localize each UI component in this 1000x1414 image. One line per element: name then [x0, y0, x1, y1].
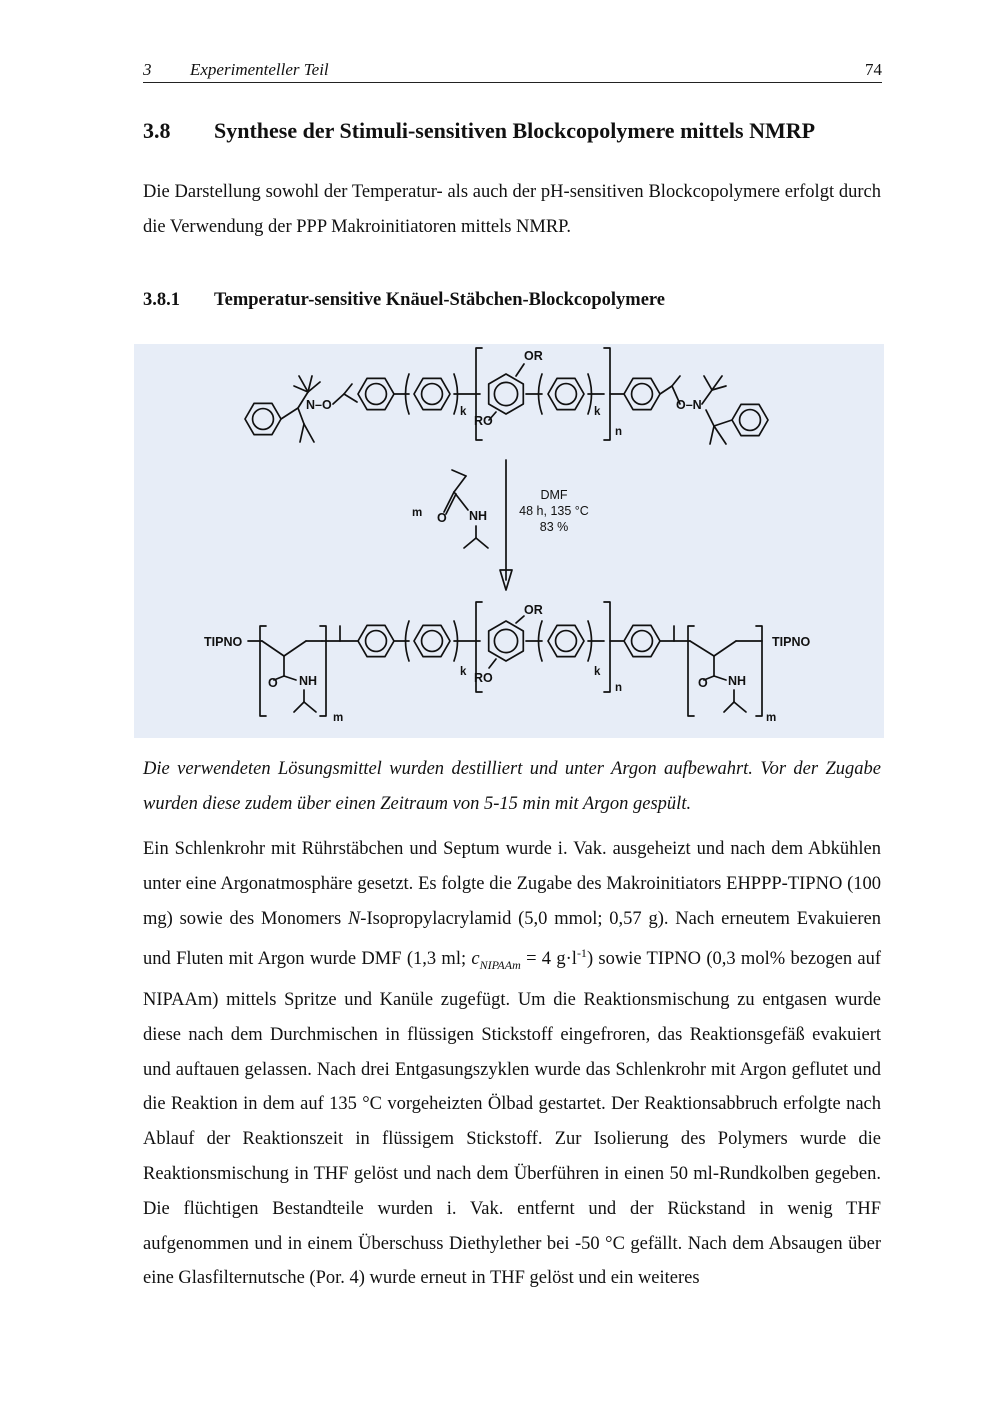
solvent-note: Die verwendeten Lösungsmittel wurden destilliert und unter Argon aufbewahrt. Vor der Zugabe wurden diese zudem über einen Zeitraum von 5-15 min mit Argon gespült.	[143, 759, 881, 814]
bond-line	[714, 426, 726, 444]
condition-yield: 83 %	[539, 520, 569, 534]
bond-line	[660, 386, 672, 394]
bond-line	[454, 492, 468, 510]
concentration-subscript: NIPAAm	[479, 958, 521, 973]
open-bracket	[260, 626, 266, 716]
bond-line	[452, 470, 466, 476]
bond-line	[294, 702, 304, 712]
bond-line	[489, 659, 496, 668]
aromatic-circle	[366, 384, 387, 405]
subsection-number: 3.8.1	[143, 290, 180, 310]
bond-line	[710, 426, 714, 444]
product-nh-right: NH	[728, 674, 747, 688]
header-chapter-title: Experimenteller Teil	[190, 60, 329, 79]
reaction-scheme-drawing	[134, 344, 884, 738]
monomer-nh-label: NH	[469, 509, 488, 523]
bond-line	[300, 424, 304, 442]
close-bracket	[604, 602, 610, 692]
section-heading	[143, 118, 815, 144]
bond-line	[344, 394, 357, 402]
or-label-top: OR	[524, 349, 543, 363]
condition-solvent: DMF	[540, 488, 568, 502]
aromatic-circle	[366, 631, 387, 652]
o-n-label-right: O–N	[676, 398, 702, 412]
bond-line	[724, 702, 734, 712]
tipno-label-left: TIPNO	[204, 635, 243, 649]
bond-line	[704, 376, 712, 390]
close-bracket	[756, 626, 762, 716]
procedure-text-2: -Isopropylacrylamid (5,0 mmol; 0,57 g). Nach erneutem Evakuieren und Fluten mit Argon wurde DMF (1,3 ml;	[143, 908, 881, 970]
bond-line	[734, 702, 746, 712]
aromatic-circle	[632, 631, 653, 652]
k-label-bottom-1: k	[460, 666, 467, 678]
bond-line	[333, 394, 344, 404]
bond-line	[281, 408, 298, 419]
subsection-heading	[143, 290, 665, 311]
or-label-bottom: OR	[524, 603, 543, 617]
bond-line	[454, 476, 466, 492]
ro-label-bottom: RO	[474, 671, 493, 685]
concentration-symbol: c	[471, 949, 480, 970]
aromatic-circle	[740, 410, 761, 431]
bond-line	[284, 641, 306, 656]
bond-line	[298, 408, 304, 424]
bond-line	[464, 538, 476, 548]
condition-time-temperature: 48 h, 135 °C	[519, 504, 589, 518]
bond-line	[476, 538, 488, 548]
aromatic-circle	[632, 384, 653, 405]
bond-line	[706, 410, 714, 426]
running-header	[143, 58, 882, 83]
tipno-label-right: TIPNO	[772, 635, 811, 649]
open-bracket	[688, 626, 694, 716]
aromatic-circle	[253, 409, 274, 430]
n-label-top: n	[615, 426, 623, 438]
bond-line	[714, 641, 736, 656]
product-oxygen-left: O	[268, 676, 278, 690]
procedure-text-1: Ein Schlenkrohr mit Rührstäbchen und Septum wurde i. Vak. ausgeheizt und nach dem Abkühlen unter eine Argonatmosphäre gesetzt. Es folgte die Zugabe des Makroinitiators EHPPP-TIPNO (100 mg) sowie des Monomers	[143, 839, 881, 929]
subsection-title: Temperatur-sensitive Knäuel-Stäbchen-Blockcopolymere	[214, 290, 665, 310]
bond-line	[344, 384, 352, 394]
concentration-exponent: -1	[576, 946, 587, 961]
bond-line	[304, 424, 314, 442]
header-chapter-number: 3	[143, 60, 152, 79]
procedure-italic-n: N	[347, 908, 361, 929]
procedure-text-3: ) sowie TIPNO (0,3 mol% bezogen auf NIPAAm) mittels Spritze und Kanüle zugefügt. Um die Reaktionsmischung zu entgasen wurde diese nach dem Durchmischen in flüssigen Stickstoff eingefroren, das Reaktionsgefäß evakuiert und auftauen gelassen. Nach drei Entgasungszyklen wurde das Schlenkrohr mit Argon geflutet und die Reaktion in dem auf 135 °C vorgeheizten Ölbad gestartet. Der Reaktionsabbruch erfolgte nach Ablauf der Reaktionszeit in flüssigem Stickstoff. Zur Isolierung des Polymers wurde die Reaktionsmischung in THF gelöst und nach dem Überführen in einen 50 ml-Rundkolben gegeben. Die flüchtigen Bestandteile wurden i. Vak. entfernt und der Rückstand in wenig THF aufgenommen und in einem Überschuss Diethylether bei -50 °C gefällt. Nach dem Absaugen über eine Glasfilternutsche (Por. 4) wurde erneut in THF gelöst und ein weiteres	[143, 949, 882, 1289]
n-o-label-left: N–O	[306, 398, 332, 412]
concentration-value: = 4 g·l	[520, 949, 577, 970]
close-bracket	[320, 626, 326, 716]
bond-line	[672, 376, 680, 386]
close-bracket	[604, 348, 610, 440]
aromatic-circle	[494, 629, 517, 652]
aromatic-circle	[422, 384, 443, 405]
product-oxygen-right: O	[698, 676, 708, 690]
aromatic-circle	[494, 382, 517, 405]
page-number: 74	[865, 60, 882, 79]
bond-line	[284, 676, 296, 680]
m-label-monomer: m	[412, 507, 423, 519]
procedure-paragraph	[143, 832, 881, 1296]
section-number: 3.8	[143, 118, 171, 143]
section-title: Synthese der Stimuli-sensitiven Blockcopolymere mittels NMRP	[214, 118, 816, 143]
aromatic-circle	[422, 631, 443, 652]
bond-line	[714, 420, 732, 426]
bond-line	[516, 616, 524, 623]
bond-line	[304, 702, 316, 712]
bond-line	[714, 676, 726, 680]
k-label-bottom-2: k	[594, 666, 601, 678]
ro-label-top: RO	[474, 414, 493, 428]
product-nh-left: NH	[299, 674, 318, 688]
n-label-bottom: n	[615, 682, 623, 694]
reaction-scheme	[134, 344, 884, 738]
m-label-left: m	[333, 712, 344, 724]
aromatic-circle	[556, 631, 577, 652]
k-label-top-1: k	[460, 406, 467, 418]
m-label-right: m	[766, 712, 777, 724]
aromatic-circle	[556, 384, 577, 405]
monomer-oxygen-label: O	[437, 511, 447, 525]
intro-paragraph: Die Darstellung sowohl der Temperatur- als auch der pH-sensitiven Blockcopolymere erfolgt durch die Verwendung der PPP Makroinitiatoren mittels NMRP.	[143, 182, 881, 237]
bond-line	[690, 641, 714, 656]
bond-line	[702, 390, 712, 404]
k-label-top-2: k	[594, 406, 601, 418]
bond-line	[516, 364, 524, 376]
bond-line	[262, 641, 284, 656]
